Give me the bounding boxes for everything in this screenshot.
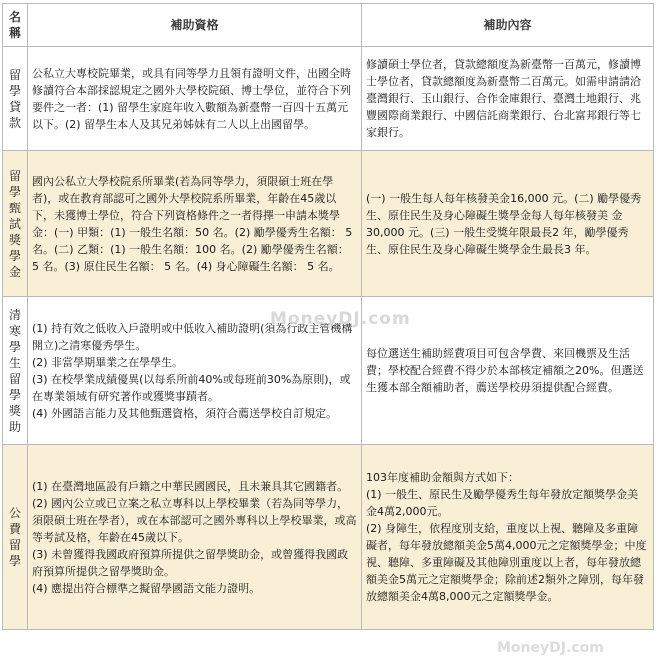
table-header-row (3, 4, 654, 47)
table-row (3, 151, 654, 297)
header-name (3, 4, 28, 47)
content-paragraph: 103年度補助金額與方式如下： (366, 471, 519, 484)
qualification-paragraph: (1) 持有效之低收入戶證明或中低收入補助證明(須為行政主管機構開立)之清寒優秀學生。 (32, 321, 353, 352)
row-content (362, 445, 654, 630)
category-char: 貸 (8, 99, 21, 114)
content-paragraph: (2) 身障生，依程度別支給，重度以上視、聽障及多重障礙者，每年發放總額美金5萬4,000元之定額獎學金；中度視、聽障、多重障礙及其他障別重度以上者，每年發放總額美金5萬元之定額獎學金；除前述2類外之障別，每年發放總額美金4萬8,000元之定額獎學金。 (366, 522, 647, 603)
row-content (362, 297, 654, 445)
header-content: 補助內容 (362, 4, 654, 47)
row-category (3, 151, 28, 297)
category-char: 清 (8, 307, 21, 322)
qualification-paragraph: (1) 在臺灣地區設有戶籍之中華民國國民，且未兼具其它國籍者。 (32, 479, 349, 493)
qualification-paragraph: (3) 未曾獲得我國政府預算所提供之留學獎助金，或曾獲得我國政府預算所提供之留學獎助金。 (32, 547, 349, 578)
category-char: 學 (8, 554, 21, 568)
content-paragraph: (一) 一般生每人每年核發美金16,000 元。(二) 勵學優秀生、原住民生及身心障礙生獎學金每人每年核發美 金30,000 元。(三) 一般生受獎年限最長2 年，勵學優秀生、原住民生及身心障礙生獎學金生最長3 年。 (366, 191, 642, 256)
qualification-paragraph: 公私立大專校院畢業，或具有同等學力且領有證明文件，出國全時修讀符合本部採認規定之國外大學校院碩、博士學位，並符合下列要件之一者：(1) 留學生家庭年收入數額為新臺幣一百四十五萬元以下。(2) 留學生本人及其兄弟姊妹有二人以上出國留學。 (32, 66, 351, 131)
category-char: 獎 (8, 403, 21, 418)
category-char: 款 (8, 115, 21, 130)
qualification-paragraph: (2) 國內公立或已立案之私立專科以上學校畢業（若為同等學力，須限碩士班在學者），或在本部認可之國外專科以上學校畢業，或高等考試及格，年齡在45歲以下。 (32, 496, 357, 544)
category-char: 甄 (8, 200, 21, 215)
content-paragraph: 每位選送生補助經費項目可包含學費、來回機票及生活費；學校配合經費不得少於本部核定補額之20%。但選送生獲本部全額補助者，薦送學校毋須提供配合經費。 (366, 347, 644, 394)
category-char: 公 (8, 506, 21, 520)
row-qualification (28, 297, 362, 445)
category-char: 助 (8, 419, 21, 434)
table-row (3, 47, 654, 151)
scholarship-table (2, 3, 654, 630)
category-char: 留 (8, 168, 21, 183)
qualification-paragraph: (4) 外國語言能力及其他甄選資格，須符合薦送學校自訂規定。 (32, 406, 338, 420)
category-char: 學 (8, 83, 21, 98)
row-category (3, 297, 28, 445)
row-category (3, 47, 28, 151)
qualification-paragraph: (3) 在校學業成績優異(以每系所前40%或每班前30%為原則)，或在專業領域有研究著作或獲獎事蹟者。 (32, 372, 351, 403)
category-char: 生 (8, 355, 21, 370)
content-paragraph: 修讀碩士學位者，貸款總額度為新臺幣一百萬元，修讀博士學位者，貸款總額度為新臺幣二百萬元。如需申請請洽臺灣銀行、玉山銀行、合作金庫銀行、臺灣土地銀行、兆豐國際商業銀行、中國信託商業銀行、台北富邦銀行等七家銀行。 (366, 58, 641, 139)
row-category (3, 445, 28, 630)
content-paragraph: (1) 一般生、原民生及勵學優秀生每年發放定額獎學金美金4萬2,000元。 (366, 488, 639, 518)
watermark-corner: MoneyDJ.com (497, 640, 604, 656)
category-char: 學 (8, 184, 21, 199)
qualification-paragraph: (2) 非當學期畢業之在學學生。 (32, 355, 184, 369)
row-qualification (28, 445, 362, 630)
category-char: 留 (8, 538, 21, 552)
category-char: 費 (8, 522, 21, 536)
category-char: 學 (8, 339, 21, 354)
category-char: 留 (8, 371, 21, 386)
header-qualification: 補助資格 (28, 4, 362, 47)
category-char: 寒 (8, 323, 21, 338)
row-content (362, 47, 654, 151)
table-row (3, 297, 654, 445)
category-char: 留 (8, 67, 21, 82)
row-qualification (28, 151, 362, 297)
header-name-text: 名稱 (8, 10, 21, 40)
row-qualification (28, 47, 362, 151)
category-char: 學 (8, 387, 21, 402)
category-char: 試 (8, 216, 21, 231)
category-char: 金 (8, 264, 21, 279)
qualification-paragraph: 國內公私立大學校院系所畢業(若為同等學力，須限碩士班在學者)，或在教育部認可之國外大學校院系所畢業，年齡在45歲以下，未獲博士學位，符合下列資格條件之一者得擇一申請本獎學金：(一) 甲類：(1) 一般生名額：50 名。(2) 勵學優秀生名額： 5 名。(二) 乙類：(1) 一般生名額：100 名。(2) 勵學優秀生名額： 5 名。(3) 原住民生名額： 5 名。(4) 身心障礙生名額： 5 名。 (32, 174, 353, 273)
qualification-paragraph: (4) 應提出符合標準之擬留學國語文能力證明。 (32, 581, 261, 595)
table-row (3, 445, 654, 630)
watermark: MoneyDJ.com (270, 309, 411, 329)
row-content (362, 151, 654, 297)
category-char: 獎 (8, 232, 21, 247)
category-char: 學 (8, 248, 21, 263)
